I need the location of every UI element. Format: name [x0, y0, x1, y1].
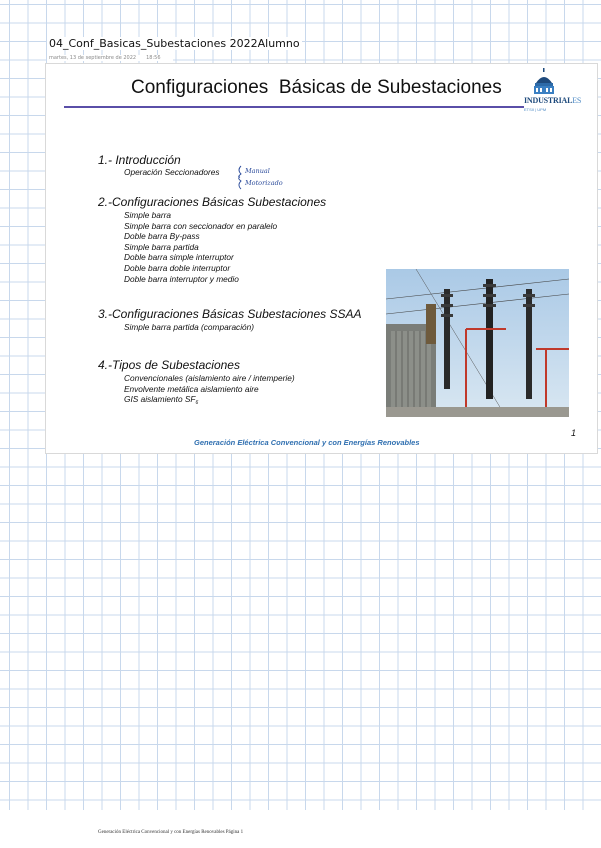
list-item: Simple barra con seccionador en paralelo	[124, 220, 278, 231]
list-item-gis: GIS aislamiento $SF_6$	[124, 394, 199, 407]
slide-footer: Generación Eléctrica Convencional y con Energías Renovables	[194, 438, 420, 447]
title-divider	[64, 106, 524, 108]
page-timestamp	[47, 55, 173, 61]
list-item: Simple barra partida (comparación)	[124, 322, 255, 332]
section-4	[98, 358, 295, 409]
list-item: Doble barra simple interruptor	[124, 252, 234, 263]
section-heading: 3.-Configuraciones Básicas Subestaciones SSAA	[98, 307, 362, 321]
page-time: 18:56	[146, 55, 161, 61]
section-2	[98, 195, 326, 284]
section-items	[98, 210, 326, 284]
list-item: Simple barra	[124, 210, 172, 220]
slide-page-number: 1	[571, 428, 577, 438]
slide	[45, 63, 598, 454]
section-items	[98, 167, 219, 178]
section-items	[98, 322, 361, 333]
logo-wordmark: INDUSTRIALES	[524, 96, 582, 105]
section-heading: 4.-Tipos de Subestaciones	[98, 358, 240, 372]
page-title: 04_Conf_Basicas_Subestaciones 2022Alumno	[49, 37, 300, 50]
section-1	[98, 153, 219, 178]
university-dome-icon	[524, 68, 568, 120]
handwritten-annotation	[237, 164, 301, 190]
page-date: martes, 13 de septiembre de 2022	[49, 55, 137, 61]
section-heading: 2.-Configuraciones Básicas Subestaciones	[98, 195, 327, 209]
list-item: Operación Seccionadores	[124, 167, 220, 177]
list-item: Doble barra interruptor y medio	[124, 273, 239, 284]
handwriting-motorizado: Motorizado	[245, 179, 283, 187]
list-item: Envolvente metálica aislamiento aire	[124, 383, 259, 394]
slide-title: Configuraciones Básicas de Subestaciones	[131, 77, 502, 98]
substation-photo	[386, 269, 569, 417]
section-heading: 1.- Introducción	[98, 153, 181, 167]
logo-subtitle: ETSII | UPM	[524, 107, 547, 112]
list-item: Doble barra doble interruptor	[124, 262, 231, 273]
list-item: Convencionales (aislamiento aire / intemperie)	[124, 373, 295, 383]
section-3	[98, 307, 361, 333]
list-item: Simple barra partida	[124, 241, 199, 252]
list-item: Doble barra By-pass	[124, 231, 200, 242]
page-footer: Generación Eléctrica Convencional y con Energías Renovables Página 1	[98, 830, 244, 835]
handwriting-manual: Manual	[245, 167, 270, 175]
section-items	[98, 373, 295, 409]
